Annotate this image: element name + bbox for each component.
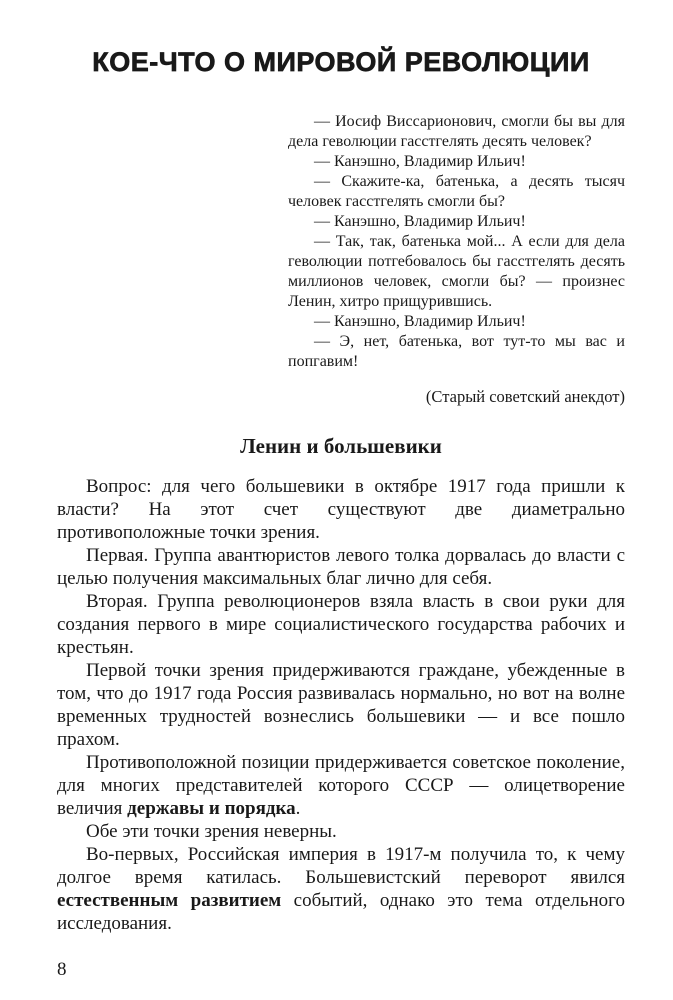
body-paragraph: Вторая. Группа революционеров взяла власть в свои руки для создания первого в мире социалистического государства рабочих и крестьян. <box>57 591 625 658</box>
epigraph <box>288 112 625 372</box>
page-number: 8 <box>57 959 67 980</box>
body-paragraph: Во-первых, Российская империя в 1917-м получила то, к чему долгое время катилась. Большевистский переворот явился естественным развитием событий, однако это тема отдельного исследования. <box>57 844 625 934</box>
epigraph-line: — Э, нет, батенька, вот тут-то мы вас и попгавим! <box>288 333 625 370</box>
section-heading: Ленин и большевики <box>240 434 442 458</box>
epigraph-line: — Канэшно, Владимир Ильич! <box>314 313 526 330</box>
epigraph-line: — Иосиф Виссарионович, смогли бы вы для дела геволюции гасстгелять десять человек? <box>288 113 625 150</box>
epigraph-line: — Скажите-ка, батенька, а десять тысяч человек гасстгелять смогли бы? <box>288 173 625 210</box>
body-paragraph: Обе эти точки зрения неверны. <box>86 821 337 842</box>
body-paragraph: Первая. Группа авантюристов левого толка дорвалась до власти с целью получения максимальных благ лично для себя. <box>57 545 625 589</box>
chapter-title: КОЕ-ЧТО О МИРОВОЙ РЕВОЛЮЦИИ <box>92 47 590 77</box>
epigraph-attribution: (Старый советский анекдот) <box>425 387 625 406</box>
epigraph-line: — Канэшно, Владимир Ильич! <box>314 213 526 230</box>
body-paragraph: Первой точки зрения придерживаются граждане, убежденные в том, что до 1917 года Россия развивалась нормально, но вот на волне временных трудностей вознеслись большевики — и все пошло прахом. <box>57 660 625 750</box>
epigraph-line: — Канэшно, Владимир Ильич! <box>314 153 526 170</box>
body-paragraph: Вопрос: для чего большевики в октябре 1917 года пришли к власти? На этот счет существуют две диаметрально противоположные точки зрения. <box>57 476 625 543</box>
body-text <box>57 475 625 935</box>
body-paragraph: Противоположной позиции придерживается советское поколение, для многих представителей которого СССР — олицетворение величия державы и порядка. <box>57 752 625 819</box>
epigraph-line: — Так, так, батенька мой... А если для дела геволюции потгебовалось бы гасстгелять десять миллионов человек, смогли бы? — произнес Ленин, хитро прищурившись. <box>288 233 625 310</box>
